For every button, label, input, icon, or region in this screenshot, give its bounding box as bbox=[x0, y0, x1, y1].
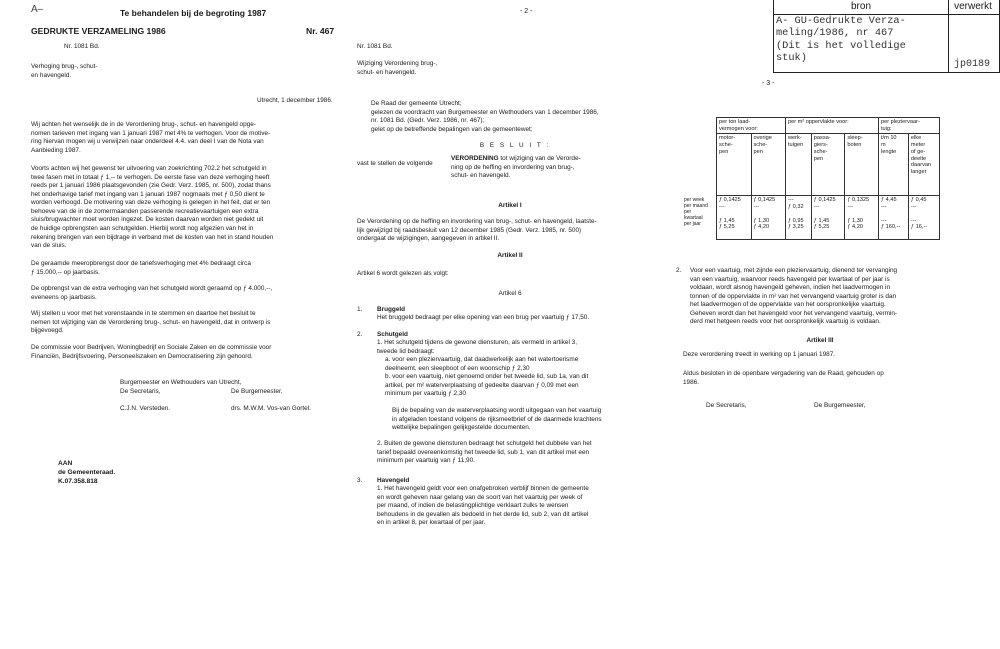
havengeld-item-2-number: 2. bbox=[676, 267, 682, 274]
article-1-title: Artikel I bbox=[498, 202, 522, 209]
item-2-number: 2. bbox=[357, 331, 363, 338]
item-2-title: Schutgeld bbox=[377, 331, 408, 338]
table-cell: --- ƒ 0,32 ƒ 0,95 ƒ 3,25 bbox=[786, 196, 812, 240]
adopted-statement: Aldus besloten in de openbare vergadering van de Raad, gehouden op 1986. bbox=[683, 370, 884, 386]
paragraph-revenue: De opbrengst van de extra verhoging van het schutgeld wordt geraamd op ƒ 4.000,--, eveneens op jaarbasis. bbox=[31, 285, 273, 301]
document-date: Utrecht, 1 december 1986. bbox=[257, 97, 333, 104]
paragraph-tariff-increase: Wij achten het wenselijk de in de Verordening brug-, schut- en havengeld opge- nomen tarieven met ingang van 1 januari 1987 met 4% te verhogen. Voor de motive- ring hiervan mogen wij u verwijzen naar onderdeel 4.4. van deel I van de Nota van Aanbieding 1987. bbox=[31, 121, 271, 154]
article-2-title: Artikel II bbox=[497, 252, 523, 259]
budget-note: Te behandelen bij de begroting 1987 bbox=[120, 8, 267, 18]
header-work-vessels: werk- tuigen bbox=[786, 134, 812, 196]
article-2-text: Artikel 6 wordt gelezen als volgt: bbox=[357, 270, 449, 277]
page-number-2: - 2 - bbox=[520, 8, 533, 15]
item-2-sub-a: a. voor een pleziervaartuig, dat daadwerkelijk aan het watertoerisme deelneemt, een sleepboot of een woonschip ƒ 2,30 bbox=[385, 356, 579, 372]
verwerkt-header bbox=[947, 0, 1000, 15]
header-up-to-10m: t/m 10 m lengte bbox=[879, 134, 909, 196]
signature-secretary: De Secretaris, bbox=[120, 388, 161, 395]
item-2-displacement: Bij de bepaling van de waterverplaatsing wordt uitgegaan van het vaartuig in afgeladen toestand volgens de rijksmeetbrief of de daarmede krachtens wettelijke bepalingen gelijkgestelde documenten. bbox=[392, 407, 602, 432]
item-1-text: Het bruggeld bedraagt per elke opening van een brug per vaartuig ƒ 17,50. bbox=[377, 314, 590, 321]
besluit-heading: B E S L U I T : bbox=[479, 142, 551, 149]
article-3-title: Artikel III bbox=[806, 337, 834, 344]
bron-header bbox=[773, 0, 949, 15]
document-subject-2: Wijziging Verordening brug-, schut- en havengeld. bbox=[357, 60, 438, 76]
table-cell: ƒ 0,1425 --- ƒ 1,45 ƒ 5,25 bbox=[717, 196, 752, 240]
header-per-meter: elke meter of ge- deelte daarvan langer bbox=[908, 134, 939, 196]
header-motor-ships: motor- sche- pen bbox=[717, 134, 752, 196]
header-pleasure-craft: per pleziervaar- tuig: bbox=[879, 118, 940, 134]
archive-mark: A– bbox=[31, 4, 44, 15]
verordening-bold: VERORDENING bbox=[451, 155, 499, 162]
paragraph-proposal: Wij stellen u voor met het vorenstaande in te stemmen en daartoe het besluit te nemen tot wijziging van de Verordening brug-, schut- en havengeld, dat in ontwerp is bijgevoegd. bbox=[31, 310, 271, 335]
item-3-number: 3. bbox=[357, 477, 363, 484]
article-3-text: Deze verordening treedt in werking op 1 januari 1987. bbox=[683, 351, 836, 358]
item-1-title: Bruggeld bbox=[377, 306, 406, 313]
signature-secretary-3: De Secretaris, bbox=[706, 402, 747, 409]
article-6-title: Artikel 6 bbox=[498, 290, 522, 297]
paragraph-lock-fee: Voorts achten wij het gewenst ter uitvoering van zoekrichting 702.2 het schutgeld in twee fasen met in totaal ƒ 1,-- te verhogen. De eerste fase van deze verhoging heeft reeds per 1 januari 1986 plaatsgevonden (zie Gedr. Verz. 1985, nr. 500), zodat thans het onderhavige tarief met ingang van 1 januari 1987 nogmaals met ƒ 0,50 dient te worden verhoogd. De motivering van deze verhoging is gelegen in het feit, dat er ten behoeve van de in de zomermaanden passerende recreatievaartuigen een extra sluis/brugwachter moet worden ingezet. De kosten daarvan worden niet gedekt uit de huidige opbrengsten aan schutgelden. Hierbij wordt nog afgezien van het in rekening brengen van een bijdrage in verband met de kosten van het in stand houden van de sluis. bbox=[31, 165, 274, 250]
header-passenger-ships: passa- giers- sche- pen bbox=[811, 134, 845, 196]
item-3-title: Havengeld bbox=[377, 477, 410, 484]
header-per-m2: per m² oppervlakte voor: bbox=[786, 118, 879, 134]
header-tug-boats: sleep- boten bbox=[845, 134, 879, 196]
header-other-ships: overige sche- pen bbox=[751, 134, 786, 196]
verordening-rest: tot wijziging van de Verorde- ning op de heffing en invordering van brug-, schut- en havengeld. bbox=[451, 155, 581, 180]
page-number-3: - 3 - bbox=[762, 80, 775, 87]
row-labels: per week per maand per kwartaal per jaar bbox=[682, 196, 717, 240]
signature-title: Burgemeester en Wethouders van Utrecht, bbox=[120, 379, 242, 386]
table-cell: ƒ 4,45 --- --- ƒ 160,-- bbox=[879, 196, 909, 240]
signature-name-secretary: C.J.N. Versteden. bbox=[120, 405, 171, 412]
verordening-title bbox=[451, 155, 641, 181]
verwerkt-code: jp0189 bbox=[954, 59, 991, 70]
document-number-2: Nr. 1081 Bd. bbox=[357, 43, 393, 50]
series-number: Nr. 467 bbox=[306, 26, 335, 36]
document-number: Nr. 1081 Bd. bbox=[64, 43, 100, 50]
council-intro: De Raad der gemeente Utrecht; gelezen de voordracht van Burgemeester en Wethouders van 1 december 1986, nr. 1081 Bd. (Gedr. Verz. 1986, nr. 467); gelet op de betreffende bepalingen van de gemeentewet; bbox=[371, 100, 599, 133]
paragraph-estimate: De geraamde meeropbrengst door de tariefsverhoging met 4% bedraagt circa ƒ 15.000,-- op jaarbasis. bbox=[31, 260, 251, 276]
table-cell: ƒ 0,1425 --- ƒ 1,30 ƒ 4,20 bbox=[751, 196, 786, 240]
item-3-sub-1: 1. Het havengeld geldt voor een onafgebroken verblijf binnen de gemeente en wordt geheven naar gelang van de soort van het vaartuig per week of per maand, of indien de belastingplichtige verklaart zulks te wensen behoudens in de gevallen als bedoeld in het derde lid, sub 2, van dit artikel en in artikel 8, per kwartaal of per jaar. bbox=[377, 485, 589, 527]
header-per-ton: per ton laad- vermogen voor: bbox=[717, 118, 786, 134]
addressee: AAN de Gemeenteraad. K.07.358.818 bbox=[58, 460, 116, 485]
table-cell: ƒ 0,1425 --- ƒ 1,45 ƒ 5,25 bbox=[811, 196, 845, 240]
item-1-number: 1. bbox=[357, 306, 363, 313]
bron-text: A- GU-Gedrukte Verza- meling/1986, nr 467 (Dit is het volledige stuk) bbox=[776, 15, 906, 65]
harbour-fee-table bbox=[682, 117, 940, 240]
table-cell: ƒ 0,45 --- --- ƒ 16,-- bbox=[908, 196, 939, 240]
paragraph-committees: De commissie voor Bedrijven, Woningbedrijf en Sociale Zaken en de commissie voor Financiën, Bedrijfsvoering, Personeelszaken en Democratisering zijn gehoord. bbox=[31, 344, 272, 360]
table-cell: ƒ 0,1325 --- ƒ 1,30 ƒ 4,20 bbox=[845, 196, 879, 240]
item-2-sub-2: 2. Buiten de gewone diensturen bedraagt het schutgeld het dubbele van het tarief bepaald overeenkomstig het tweede lid, sub 1, van dit artikel met een minimum per vaartuig van ƒ 11,90. bbox=[377, 440, 592, 465]
fee-table-wrapper bbox=[682, 117, 940, 240]
bron-label: bron bbox=[850, 1, 871, 12]
article-1-text: De Verordening op de heffing en invordering van brug-, schut- en havengeld, laatste- lijk gewijzigd bij raadsbesluit van 12 december 1985 (Gedr. Verz. 1985, nr. 500) ondergaat de wijzigingen, aangegeven in artikel II. bbox=[357, 218, 597, 243]
vast-te-stellen: vast te stellen de volgende bbox=[357, 160, 433, 167]
havengeld-item-2-text: Voor een vaartuig, met zijnde een pleziervaartuig, dienend ter vervanging van een vaartuig, waarvoor reeds havengeld per kwartaal of per jaar is voldaan, wordt alsnog havengeld geheven, indien het laadvermogen in tonnen of de oppervlakte in m² van het vervangend vaartuig groter is dan het laadvermogen of de oppervlakte van het oorspronkelijke vaartuig. Geheven wordt dan het havengeld voor het vervangend vaartuig, vermin- derd met hetgeen reeds voor het oorspronkelijk vaartuig is voldaan. bbox=[690, 267, 898, 326]
item-2-sub-b: b. voor een vaartuig, niet genoemd onder het tweede lid, sub 1a, van dit artikel, per m² waterverplaatsing of gedeelte daarvan ƒ 0,09 met een minimum per vaartuig ƒ 2,30 bbox=[385, 373, 589, 398]
verwerkt-label: verwerkt bbox=[954, 1, 992, 12]
signature-name-mayor: drs. M.W.M. Vos-van Gortel. bbox=[231, 405, 311, 412]
document-subject: Verhoging brug-, schut- en havengeld. bbox=[31, 63, 98, 79]
signature-mayor: De Burgemeester, bbox=[231, 388, 283, 395]
item-2-sub-1: 1. Het schutgeld tijdens de gewone diensturen, als vermeld in artikel 3, tweede lid bedraagt: bbox=[377, 339, 577, 355]
signature-mayor-3: De Burgemeester, bbox=[814, 402, 866, 409]
series-title: GEDRUKTE VERZAMELING 1986 bbox=[31, 26, 166, 36]
